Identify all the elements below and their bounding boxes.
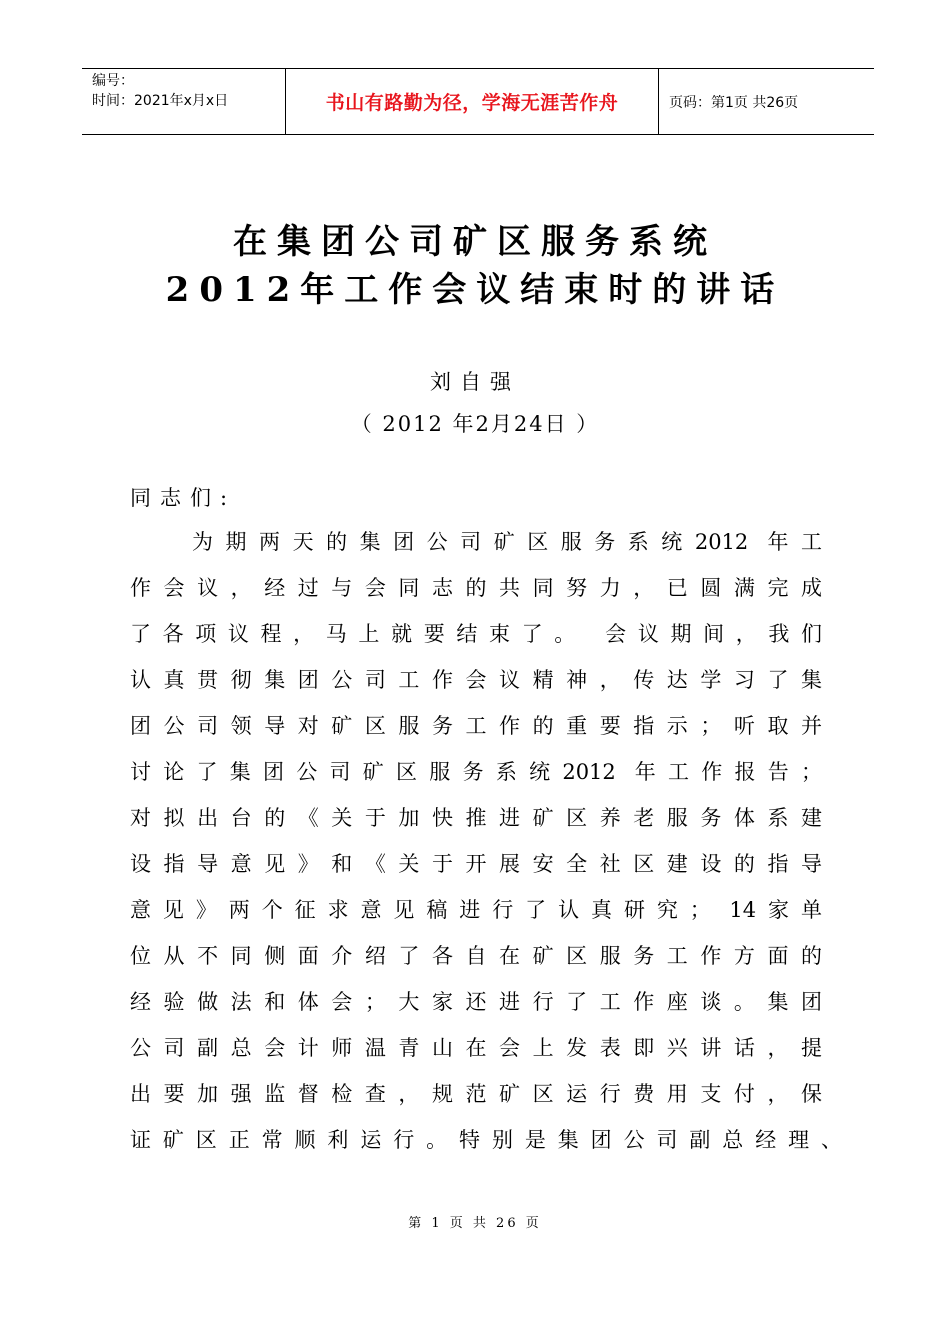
- body-line: 认真贯彻集团公司工作会议精神，传达学习了集: [130, 668, 822, 692]
- body-line: 设指导意见》和《关于开展安全社区建设的指导: [130, 852, 822, 876]
- body-text: [130, 528, 842, 1172]
- body-line: 对拟出台的《关于加快推进矿区养老服务体系建: [130, 806, 822, 830]
- body-line: 了各项议程，马上就要结束了。 会议期间，我们: [130, 622, 822, 646]
- header-number-label: 编号：: [92, 73, 134, 89]
- body-line: 经验做法和体会；大家还进行了工作座谈。集团: [130, 990, 822, 1014]
- body-line: 作会议，经过与会同志的共同努力，已圆满完成: [130, 576, 822, 600]
- header-motto: 书山有路勤为径，学海无涯苦作舟: [286, 69, 659, 134]
- body-line: 证矿区正常顺利运行。特别是集团公司副总经理、: [130, 1128, 842, 1152]
- document-title-line-2: 2012年工作会议结束时的讲话: [165, 270, 785, 310]
- body-line: 位从不同侧面介绍了各自在矿区服务工作方面的: [130, 944, 822, 968]
- header-meta: [82, 69, 286, 134]
- speech-date: （ 2012 年2月24日 ）: [350, 412, 600, 436]
- body-line: 为期两天的集团公司矿区服务系统2012 年工: [192, 530, 822, 554]
- header-page-info: 页码：第1页 共26页: [669, 94, 799, 111]
- page-footer: 第 1 页 共 26 页: [408, 1216, 542, 1231]
- author-name: 刘自强: [430, 370, 520, 394]
- document-title-line-1: 在集团公司矿区服务系统: [233, 222, 717, 262]
- page-header: [82, 68, 874, 135]
- body-line: 团公司领导对矿区服务工作的重要指示；听取并: [130, 714, 822, 738]
- salutation: 同志们:: [130, 486, 237, 510]
- body-line: 意见》两个征求意见稿进行了认真研究； 14家单: [130, 898, 822, 922]
- body-line: 公司副总会计师温青山在会上发表即兴讲话，提: [130, 1036, 822, 1060]
- body-line: 出要加强监督检查，规范矿区运行费用支付，保: [130, 1082, 822, 1106]
- body-line: 讨论了集团公司矿区服务系统2012 年工作报告；: [130, 760, 822, 784]
- header-time-label: 时间：2021年x月x日: [92, 93, 229, 109]
